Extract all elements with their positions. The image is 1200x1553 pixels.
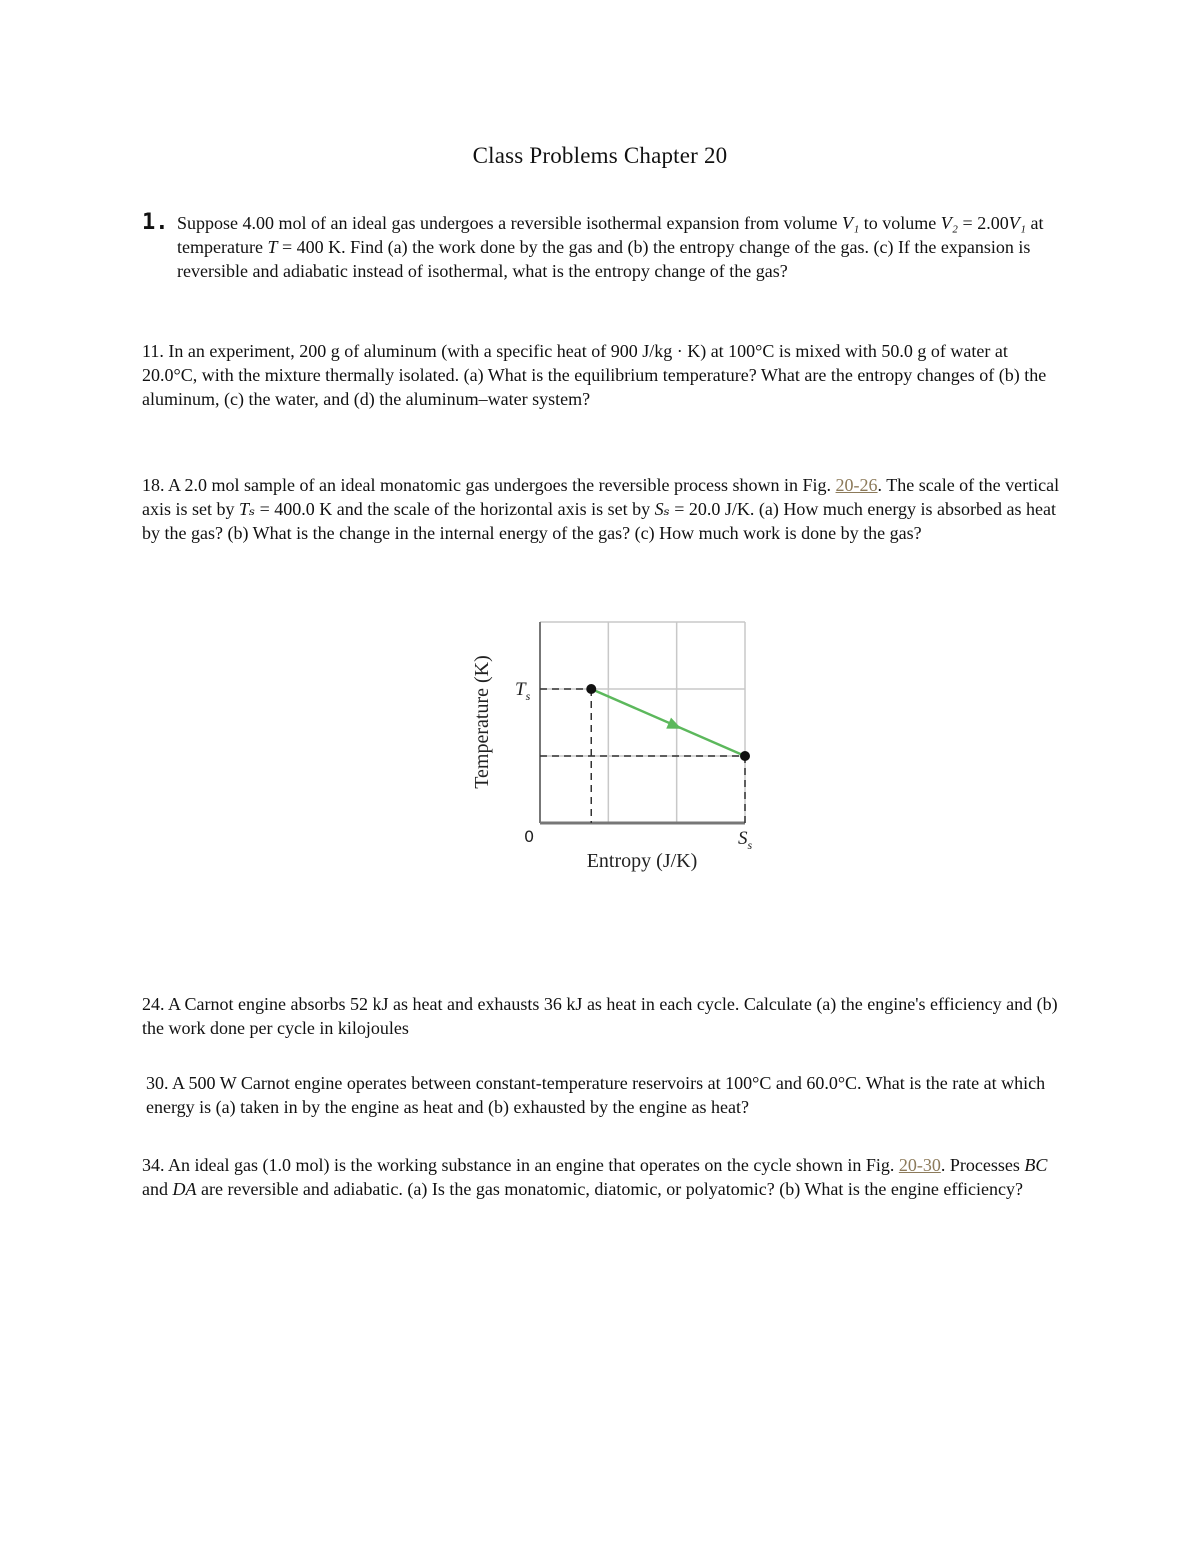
problem-text: . The scale of the vertical axis is set by — [142, 475, 1060, 519]
var-bc: BC — [1024, 1155, 1048, 1175]
initial-state-point — [586, 684, 596, 694]
ts-diagram-svg — [455, 605, 775, 880]
direction-arrow-icon — [666, 718, 684, 735]
problem-number: 1. — [142, 210, 169, 235]
var-v2: V₂ — [940, 213, 959, 233]
process-line — [591, 689, 745, 756]
problem-text: Suppose 4.00 mol of an ideal gas undergoes a reversible isothermal expansion from volume — [177, 213, 843, 233]
problem-text: = 20.0 J/K. (a) How much energy is absorbed as heat by the gas? (b) What is the change in the internal energy of the gas? (c) How much work is done by the gas? — [142, 499, 1056, 543]
problem-text: are reversible and adiabatic. (a) Is the gas monatomic, diatomic, or polyatomic? (b) What is the engine efficiency? — [196, 1179, 1024, 1199]
problem-30: 30. A 500 W Carnot engine operates between constant-temperature reservoirs at 100°C and 60.0°C. What is the rate at which energy is (a) taken in by the engine as heat and (b) exhausted by the engine as heat? — [146, 1073, 1046, 1117]
var-t: T — [267, 237, 278, 257]
page-title: Class Problems Chapter 20 — [472, 143, 728, 168]
var-v1: V₁ — [842, 213, 860, 233]
ts-diagram — [455, 605, 775, 880]
y-axis-label: Temperature (K) — [471, 655, 493, 789]
x-axis-label: Entropy (J/K) — [586, 850, 698, 872]
problem-text: 34. An ideal gas (1.0 mol) is the working substance in an engine that operates on the cycle shown in Fig. — [142, 1155, 899, 1175]
problem-text: . Processes — [940, 1155, 1025, 1175]
problem-text: to volume — [859, 213, 941, 233]
problem-text: = 2.00 — [958, 213, 1009, 233]
problem-text: and — [142, 1179, 173, 1199]
y-tick-label-ts: $T_s$ — [515, 679, 531, 703]
problem-text: = 400 K. Find (a) the work done by the gas and (b) the entropy change of the gas. (c) If the expansion is reversible and adiabatic instead of isothermal, what is the entropy change of the gas? — [177, 237, 1031, 281]
problem-18 — [142, 473, 1062, 545]
var-da: DA — [172, 1179, 197, 1199]
var-ss: Sₛ — [654, 499, 670, 519]
problem-34 — [142, 1153, 1062, 1201]
x-tick-label-ss: $S_s$ — [738, 828, 753, 852]
final-state-point — [740, 751, 750, 761]
var-ts: Tₛ — [239, 499, 256, 519]
problem-1 — [142, 211, 1097, 283]
x-tick-label-zero: 0 — [524, 827, 535, 846]
figure-link[interactable]: 20-26 — [835, 475, 878, 495]
figure-link[interactable]: 20-30 — [898, 1155, 941, 1175]
problem-text: at temperature — [177, 213, 1044, 257]
problem-text: = 400.0 K and the scale of the horizontal axis is set by — [255, 499, 655, 519]
var-v1: V₁ — [1008, 213, 1026, 233]
problem-24: 24. A Carnot engine absorbs 52 kJ as heat and exhausts 36 kJ as heat in each cycle. Calculate (a) the engine's efficiency and (b) the work done per cycle in kilojoules — [142, 994, 1058, 1038]
problem-text: 18. A 2.0 mol sample of an ideal monatomic gas undergoes the reversible process shown in Fig. — [142, 475, 836, 495]
problem-11: 11. In an experiment, 200 g of aluminum (with a specific heat of 900 J/kg · K) at 100°C is mixed with 50.0 g of water at 20.0°C, with the mixture thermally isolated. (a) What is the equilibrium temperature? What are the entropy changes of (b) the aluminum, (c) the water, and (d) the aluminum–water system? — [142, 341, 1047, 409]
